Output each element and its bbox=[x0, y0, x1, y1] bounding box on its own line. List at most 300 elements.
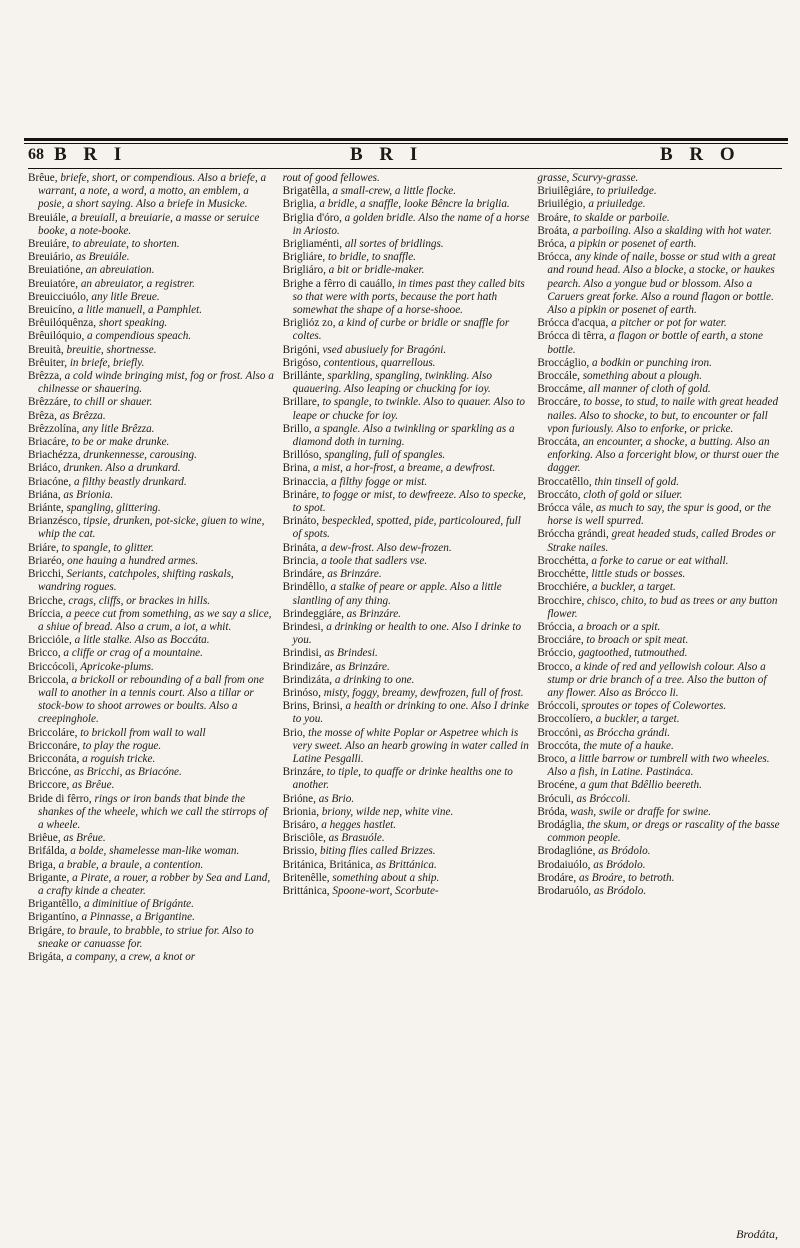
headword: Brigóso, bbox=[282, 356, 321, 369]
dictionary-entry bbox=[28, 925, 275, 951]
headword: Breuiatióne, bbox=[28, 264, 83, 277]
dictionary-entry bbox=[283, 793, 530, 806]
headword: Bróda, bbox=[537, 805, 568, 818]
dictionary-entry bbox=[283, 885, 530, 898]
definition: as Brittánica. bbox=[375, 858, 437, 871]
definition: a brable, a braule, a contention. bbox=[58, 858, 204, 871]
headword: Broccolíero, bbox=[537, 713, 593, 726]
headword: Briccócoli, bbox=[28, 660, 78, 673]
headword: Bróculi, bbox=[537, 792, 574, 805]
headword: Brindizáta, bbox=[282, 673, 333, 686]
headword: Briuilégio, bbox=[537, 198, 586, 211]
definition: any litle Brêzza. bbox=[82, 422, 155, 435]
headword: Brigantêllo, bbox=[28, 898, 82, 911]
definition: to priuiledge. bbox=[596, 185, 657, 198]
definition: as Brinzáre. bbox=[327, 568, 382, 581]
headword: Brigatêlla, bbox=[282, 185, 330, 198]
dictionary-entry bbox=[28, 489, 275, 502]
dictionary-entry bbox=[28, 766, 275, 779]
dictionary-entry bbox=[537, 647, 784, 660]
dictionary-columns bbox=[28, 172, 784, 1224]
dictionary-entry bbox=[28, 330, 275, 343]
dictionary-entry bbox=[28, 410, 275, 423]
dictionary-entry bbox=[537, 357, 784, 370]
dictionary-entry bbox=[28, 845, 275, 858]
headword: Brêza, bbox=[28, 409, 57, 422]
dictionary-entry bbox=[28, 515, 275, 541]
headword: Brittánica, bbox=[282, 884, 330, 897]
headword: Broccatêllo, bbox=[537, 475, 592, 488]
dictionary-entry bbox=[283, 476, 530, 489]
definition: something about a ship. bbox=[332, 871, 440, 884]
definition: a bit or bridle-maker. bbox=[328, 264, 425, 277]
definition: as Brêue. bbox=[63, 832, 106, 845]
dictionary-entry bbox=[28, 449, 275, 462]
dictionary-entry bbox=[283, 674, 530, 687]
headword: Bricche, bbox=[28, 594, 66, 607]
dictionary-entry bbox=[283, 238, 530, 251]
definition: a Pirate, a rouer, a robber by Sea and Land, a crafty kinde a cheater. bbox=[38, 871, 271, 897]
definition: a mist, a hor-frost, a breame, a dewfrost. bbox=[313, 462, 496, 475]
definition: a buckler, a target. bbox=[592, 581, 676, 594]
definition: a priuiledge. bbox=[588, 198, 646, 211]
headword: Brigliáro, bbox=[282, 264, 326, 277]
headword: Brindáre, bbox=[282, 568, 325, 581]
definition: to bosse, to stud, to naile with great headed nailes. Also to shocke, to but, to encounter or fall vpon furiously. Also to enforke, or pricke. bbox=[547, 396, 779, 435]
dictionary-entry bbox=[537, 383, 784, 396]
headword: Brocéne, bbox=[537, 779, 578, 792]
headword: Broáre, bbox=[537, 211, 571, 224]
dictionary-entry bbox=[28, 832, 275, 845]
headword: Bricchi, bbox=[28, 568, 64, 581]
headword: Broccáglio, bbox=[537, 356, 590, 369]
dictionary-entry bbox=[28, 264, 275, 277]
definition: thin tinsell of gold. bbox=[594, 475, 680, 488]
headword: Brêuiter, bbox=[28, 356, 68, 369]
definition: any litle Breue. bbox=[91, 290, 160, 303]
definition: breuitie, shortnesse. bbox=[66, 343, 157, 356]
definition: as Bródolo. bbox=[598, 845, 651, 858]
guide-word-right: B R O bbox=[660, 144, 741, 165]
dictionary-entry bbox=[28, 436, 275, 449]
headword: Breuità, bbox=[28, 343, 64, 356]
page-number: 68 bbox=[28, 146, 44, 163]
dictionary-entry bbox=[28, 911, 275, 924]
definition: a peece cut from something, as we say a slice, a shiue of bread. Also a crum, a iot, a whit. bbox=[38, 607, 272, 633]
headword: Bróccoli, bbox=[537, 700, 579, 713]
definition: a parboiling. Also a skalding with hot water. bbox=[572, 224, 772, 237]
dictionary-entry bbox=[537, 845, 784, 858]
definition: a little barrow or tumbrell with two wheeles. Also a fish, in Latine. Pastináca. bbox=[547, 752, 770, 779]
headword: Brodáglia, bbox=[537, 818, 585, 831]
headword: Briáco, bbox=[28, 462, 61, 475]
headword: Briacáre, bbox=[28, 436, 69, 449]
definition: as Bróccha grándi. bbox=[583, 726, 671, 739]
dictionary-entry bbox=[283, 489, 530, 515]
headword: Brisáro, bbox=[282, 818, 319, 831]
headword: Brigáta, bbox=[28, 950, 64, 963]
headword: Brióne, bbox=[282, 792, 316, 805]
dictionary-entry bbox=[28, 859, 275, 872]
dictionary-entry bbox=[537, 872, 784, 885]
headword: Brêzzolína, bbox=[28, 422, 80, 435]
definition: to abreuiate, to shorten. bbox=[72, 238, 180, 251]
dictionary-entry bbox=[28, 502, 275, 515]
headword: Brigóni, bbox=[282, 343, 320, 356]
dictionary-entry bbox=[537, 581, 784, 594]
header-rule bbox=[28, 168, 782, 169]
dictionary-entry bbox=[28, 238, 275, 251]
dictionary-entry bbox=[283, 317, 530, 343]
dictionary-entry bbox=[537, 238, 784, 251]
headword: Brocchétta, bbox=[537, 554, 589, 567]
headword: Brêuilóquênza, bbox=[28, 317, 97, 330]
headword: Brigante, bbox=[28, 871, 70, 884]
definition: to brickoll from wall to wall bbox=[80, 726, 206, 739]
headword: Briglia d'óro, bbox=[282, 211, 342, 224]
definition: as Bródolo. bbox=[593, 884, 647, 897]
dictionary-entry bbox=[28, 634, 275, 647]
headword: Brindizáre, bbox=[282, 660, 333, 673]
dictionary-entry bbox=[283, 462, 530, 475]
dictionary-entry bbox=[537, 753, 784, 779]
definition: a cold winde bringing mist, fog or frost. Also a chilnesse or shauering. bbox=[38, 370, 274, 396]
definition: a brickoll or rebounding of a ball from one wall to another in a tennis court. Also a tillar or stock-bow to shoot arrowes or boults. Also a creepinghole. bbox=[38, 673, 264, 726]
definition: an encounter, a shocke, a butting. Also an enforking. Also a forceright blow, or thurst ouer the dagger. bbox=[547, 436, 779, 475]
definition: a compendious speach. bbox=[87, 330, 192, 343]
headword: Brighe a fêrro di cauállo, bbox=[282, 277, 395, 290]
definition: a bodkin or punching iron. bbox=[592, 356, 712, 369]
dictionary-entry bbox=[283, 172, 530, 185]
dictionary-entry bbox=[283, 832, 530, 845]
definition: crags, cliffs, or brackes in hills. bbox=[68, 594, 211, 607]
headword: Broccále, bbox=[537, 370, 580, 383]
dictionary-entry bbox=[283, 700, 530, 726]
definition: all sortes of bridlings. bbox=[344, 238, 444, 251]
definition: little studs or bosses. bbox=[591, 568, 686, 581]
headword: Brillóso, bbox=[282, 449, 322, 462]
dictionary-entry bbox=[28, 357, 275, 370]
headword: Brodaiuólo, bbox=[537, 858, 591, 871]
dictionary-entry bbox=[28, 317, 275, 330]
dictionary-entry bbox=[283, 647, 530, 660]
definition: misty, foggy, breamy, dewfrozen, full of frost. bbox=[323, 686, 524, 699]
headword: Bróca, bbox=[537, 238, 567, 251]
headword: Briglia, bbox=[282, 198, 317, 211]
headword: Britenêlle, bbox=[282, 871, 330, 884]
definition: a toole that sadlers vse. bbox=[321, 554, 428, 567]
definition: as Brasuóle. bbox=[328, 832, 385, 845]
definition: briefe, short, or compendious. Also a briefe, a warrant, a note, a word, a motto, an emblem, a posie, a short saying. Also a briefe in Musicke. bbox=[38, 172, 267, 211]
dictionary-entry bbox=[283, 515, 530, 541]
dictionary-entry bbox=[28, 608, 275, 634]
definition: to chill or shauer. bbox=[73, 396, 153, 409]
definition: something about a plough. bbox=[582, 370, 703, 383]
dictionary-entry bbox=[537, 779, 784, 792]
headword: Bride di fêrro, bbox=[28, 792, 92, 805]
definition: as Bricchi, as Briacóne. bbox=[73, 766, 182, 779]
dictionary-entry bbox=[283, 278, 530, 318]
dictionary-entry bbox=[537, 251, 784, 317]
dictionary-entry bbox=[537, 555, 784, 568]
dictionary-entry bbox=[28, 779, 275, 792]
definition: grasse, Scurvy-grasse. bbox=[537, 172, 639, 184]
dictionary-entry bbox=[537, 859, 784, 872]
headword: Briglióz zo, bbox=[282, 317, 336, 330]
headword: Briánte, bbox=[28, 502, 64, 515]
dictionary-entry bbox=[537, 489, 784, 502]
definition: a dew-frost. Also dew-frozen. bbox=[321, 541, 452, 554]
definition: all manner of cloth of gold. bbox=[588, 383, 711, 396]
dictionary-entry bbox=[28, 212, 275, 238]
dictionary-entry bbox=[283, 687, 530, 700]
headword: Breuiáre, bbox=[28, 238, 70, 251]
dictionary-entry bbox=[28, 555, 275, 568]
headword: Brinzáre, bbox=[282, 766, 324, 779]
definition: biting flies called Brizzes. bbox=[319, 845, 436, 858]
dictionary-entry bbox=[283, 264, 530, 277]
dictionary-entry bbox=[537, 436, 784, 476]
definition: spangling, full of spangles. bbox=[324, 449, 446, 462]
dictionary-entry bbox=[283, 608, 530, 621]
dictionary-entry bbox=[537, 528, 784, 554]
headword: Brillare, bbox=[282, 396, 320, 409]
dictionary-entry bbox=[283, 542, 530, 555]
definition: as much to say, the spur is good, or the horse is well spurred. bbox=[547, 502, 772, 528]
dictionary-entry bbox=[537, 793, 784, 806]
definition: to be or make drunke. bbox=[71, 436, 170, 449]
headword: Bróccio, bbox=[537, 647, 576, 660]
definition: as Brinzáre. bbox=[346, 607, 401, 620]
definition: gagtoothed, tutmouthed. bbox=[578, 647, 688, 660]
headword: Brins, Brinsi, bbox=[282, 700, 343, 713]
headword: Brionia, bbox=[282, 805, 320, 818]
guide-word-middle: B R I bbox=[350, 144, 424, 165]
column-left bbox=[28, 172, 275, 1224]
dictionary-entry bbox=[537, 634, 784, 647]
definition: any kinde of naile, bosse or stud with a great and round head. Also a blocke, a stocke, or haukes pearch. Also a yongue bud or blossom. Also a Caruers great forke. Also a round flagon or bottle. Also a pipkin or posenet of earth. bbox=[547, 251, 776, 317]
headword: Brinaccia, bbox=[282, 475, 329, 488]
definition: a kind of curbe or bridle or snaffle for coltes. bbox=[292, 317, 510, 343]
dictionary-entry bbox=[283, 449, 530, 462]
dictionary-entry bbox=[28, 304, 275, 317]
headword: Brocchire, bbox=[537, 594, 585, 607]
headword: Brifálda, bbox=[28, 845, 68, 858]
definition: a gum that Bdêllio beereth. bbox=[580, 779, 702, 792]
dictionary-entry bbox=[283, 357, 530, 370]
definition: a breuiall, a breuiarie, a masse or seruice booke, a note-booke. bbox=[38, 211, 260, 237]
definition: a bridle, a snaffle, looke Bêncre la briglia. bbox=[319, 198, 510, 211]
headword: Bricco, bbox=[28, 647, 61, 660]
dictionary-entry bbox=[28, 647, 275, 660]
definition: to spangle, to twinkle. Also to quauer. Also to leape or chucke for ioy. bbox=[292, 396, 525, 422]
headword: Brindêllo, bbox=[282, 581, 328, 594]
definition: cloth of gold or siluer. bbox=[583, 488, 683, 501]
headword: Brinóso, bbox=[282, 686, 321, 699]
definition: a pipkin or posenet of earth. bbox=[569, 238, 697, 251]
definition: contentious, quarrellous. bbox=[323, 356, 436, 369]
definition: as Brinzáre. bbox=[335, 660, 390, 673]
headword: Brináto, bbox=[282, 515, 320, 528]
definition: in times past they called bits so that were with ports, because the port hath somewhat the shape of a horse-shooe. bbox=[292, 277, 525, 317]
dictionary-entry bbox=[28, 872, 275, 898]
dictionary-entry bbox=[28, 740, 275, 753]
headword: Broccáto, bbox=[537, 488, 581, 501]
dictionary-entry bbox=[283, 344, 530, 357]
dictionary-entry bbox=[283, 819, 530, 832]
definition: Seriants, catchpoles, shifting raskals, wandring rogues. bbox=[38, 568, 234, 594]
definition: a forke to carue or eat withall. bbox=[591, 554, 729, 567]
dictionary-entry bbox=[283, 661, 530, 674]
dictionary-entry bbox=[283, 806, 530, 819]
headword: Broccáme, bbox=[537, 383, 586, 396]
definition: a drinking to one. bbox=[334, 673, 415, 686]
dictionary-entry bbox=[28, 462, 275, 475]
definition: to broach or spit meat. bbox=[586, 634, 689, 647]
headword: Broccóta, bbox=[537, 739, 581, 752]
definition: an abreuiation. bbox=[85, 264, 155, 277]
dictionary-entry bbox=[537, 225, 784, 238]
dictionary-entry bbox=[28, 595, 275, 608]
definition: a broach or a spit. bbox=[577, 620, 661, 633]
definition: drunken. Also a drunkard. bbox=[63, 462, 181, 475]
dictionary-entry bbox=[28, 753, 275, 766]
definition: great headed studs, called Brodes or Strake nailes. bbox=[547, 528, 776, 554]
dictionary-entry bbox=[537, 806, 784, 819]
dictionary-entry bbox=[537, 713, 784, 726]
headword: Brodaruólo, bbox=[537, 884, 592, 897]
definition: a kinde of red and yellowish colour. Also a stump or drie branch of a tree. Also the button of any flower. Also as Brócco li. bbox=[547, 660, 767, 699]
dictionary-entry bbox=[283, 581, 530, 607]
definition: rings or iron bands that binde the shankes of the wheele, which we call the stirrops of a wheele. bbox=[38, 792, 268, 831]
headword: Bríccia, bbox=[28, 607, 64, 620]
headword: Brócca di têrra, bbox=[537, 330, 607, 343]
definition: as Brindesi. bbox=[324, 647, 378, 660]
dictionary-entry bbox=[28, 370, 275, 396]
headword: Brina, bbox=[282, 462, 311, 475]
headword: Briacóne, bbox=[28, 475, 72, 488]
headword: Breuicíno, bbox=[28, 304, 75, 317]
dictionary-entry bbox=[537, 330, 784, 356]
definition: a filthy fogge or mist. bbox=[331, 475, 428, 488]
headword: Broccáre, bbox=[537, 396, 581, 409]
headword: Briáre, bbox=[28, 541, 59, 554]
dictionary-entry bbox=[537, 727, 784, 740]
dictionary-entry bbox=[283, 621, 530, 647]
dictionary-entry bbox=[283, 185, 530, 198]
dictionary-entry bbox=[537, 819, 784, 845]
dictionary-entry bbox=[28, 291, 275, 304]
dictionary-entry bbox=[283, 423, 530, 449]
dictionary-entry bbox=[537, 595, 784, 621]
definition: as Breuiále. bbox=[75, 251, 130, 264]
dictionary-entry bbox=[283, 370, 530, 396]
headword: Brodaglióne, bbox=[537, 845, 596, 858]
headword: Brigliáre, bbox=[282, 251, 326, 264]
definition: a small-crew, a little flocke. bbox=[332, 185, 457, 198]
headword: Brocciáre, bbox=[537, 634, 584, 647]
dictionary-entry bbox=[28, 278, 275, 291]
headword: Briccoláre, bbox=[28, 726, 78, 739]
dictionary-entry bbox=[537, 502, 784, 528]
dictionary-entry bbox=[28, 476, 275, 489]
definition: a golden bridle. Also the name of a horse in Ariosto. bbox=[292, 211, 530, 237]
headword: Broccóni, bbox=[537, 726, 582, 739]
definition: chisco, chito, to bud as trees or any button flower. bbox=[547, 594, 778, 620]
definition: bespeckled, spotted, pide, particoloured, full of spots. bbox=[292, 515, 521, 541]
headword: Brillánte, bbox=[282, 370, 325, 383]
headword: Brocco, bbox=[537, 660, 573, 673]
dictionary-entry bbox=[537, 370, 784, 383]
definition: the skum, or dregs or rascality of the basse common people. bbox=[547, 818, 780, 845]
headword: Brócca, bbox=[537, 251, 572, 264]
headword: Brócca vále, bbox=[537, 502, 594, 515]
definition: a stalke of peare or apple. Also a little slantling of any thing. bbox=[292, 581, 502, 607]
headword: Briccore, bbox=[28, 779, 70, 792]
dictionary-entry bbox=[537, 740, 784, 753]
dictionary-entry bbox=[28, 568, 275, 594]
headword: Brio, bbox=[282, 726, 306, 739]
headword: Brincia, bbox=[282, 554, 319, 567]
headword: Briga, bbox=[28, 858, 56, 871]
dictionary-entry bbox=[537, 700, 784, 713]
dictionary-entry bbox=[28, 396, 275, 409]
definition: a cliffe or crag of a mountaine. bbox=[63, 647, 203, 660]
definition: to tiple, to quaffe or drinke healths one to another. bbox=[292, 766, 513, 792]
definition: as Brionia. bbox=[63, 488, 114, 501]
dictionary-entry bbox=[283, 198, 530, 211]
dictionary-entry bbox=[537, 885, 784, 898]
headword: Briaréo, bbox=[28, 554, 65, 567]
headword: Brianzésco, bbox=[28, 515, 81, 528]
headword: Brillo, bbox=[282, 422, 312, 435]
definition: the mute of a hauke. bbox=[583, 739, 674, 752]
definition: vsed abusiuely for Bragóni. bbox=[322, 343, 447, 356]
headword: Brigáre, bbox=[28, 924, 65, 937]
dictionary-entry bbox=[283, 568, 530, 581]
dictionary-entry bbox=[283, 872, 530, 885]
headword: Brêuilóquio, bbox=[28, 330, 85, 343]
definition: a roguish tricke. bbox=[82, 752, 156, 765]
dictionary-entry bbox=[283, 212, 530, 238]
definition: to play the rogue. bbox=[82, 739, 162, 752]
headword: Brodáre, bbox=[537, 871, 577, 884]
definition: short speaking. bbox=[98, 317, 168, 330]
dictionary-entry bbox=[28, 423, 275, 436]
headword: Brêzzáre, bbox=[28, 396, 71, 409]
headword: Briccióle, bbox=[28, 634, 72, 647]
column-middle bbox=[283, 172, 530, 1224]
headword: Brigantíno, bbox=[28, 911, 79, 924]
definition: a company, a crew, a knot or bbox=[66, 950, 196, 963]
dictionary-entry bbox=[28, 661, 275, 674]
headword: Brêue, bbox=[28, 172, 58, 184]
definition: a pitcher or pot for water. bbox=[611, 317, 727, 330]
definition: as Bróccoli. bbox=[576, 792, 631, 805]
dictionary-entry bbox=[283, 845, 530, 858]
dictionary-entry bbox=[283, 396, 530, 422]
headword: Brócca d'acqua, bbox=[537, 317, 609, 330]
column-right bbox=[537, 172, 784, 1224]
definition: the mosse of white Poplar or Aspetree which is very sweet. Also an hearb growing in water called in Latine Pesgalli. bbox=[292, 726, 529, 765]
definition: as Brêue. bbox=[72, 779, 115, 792]
headword: Broco, bbox=[537, 752, 568, 765]
headword: Brissio, bbox=[282, 845, 318, 858]
dictionary-entry bbox=[28, 951, 275, 964]
dictionary-entry bbox=[537, 476, 784, 489]
dictionary-entry bbox=[28, 251, 275, 264]
dictionary-entry bbox=[537, 568, 784, 581]
